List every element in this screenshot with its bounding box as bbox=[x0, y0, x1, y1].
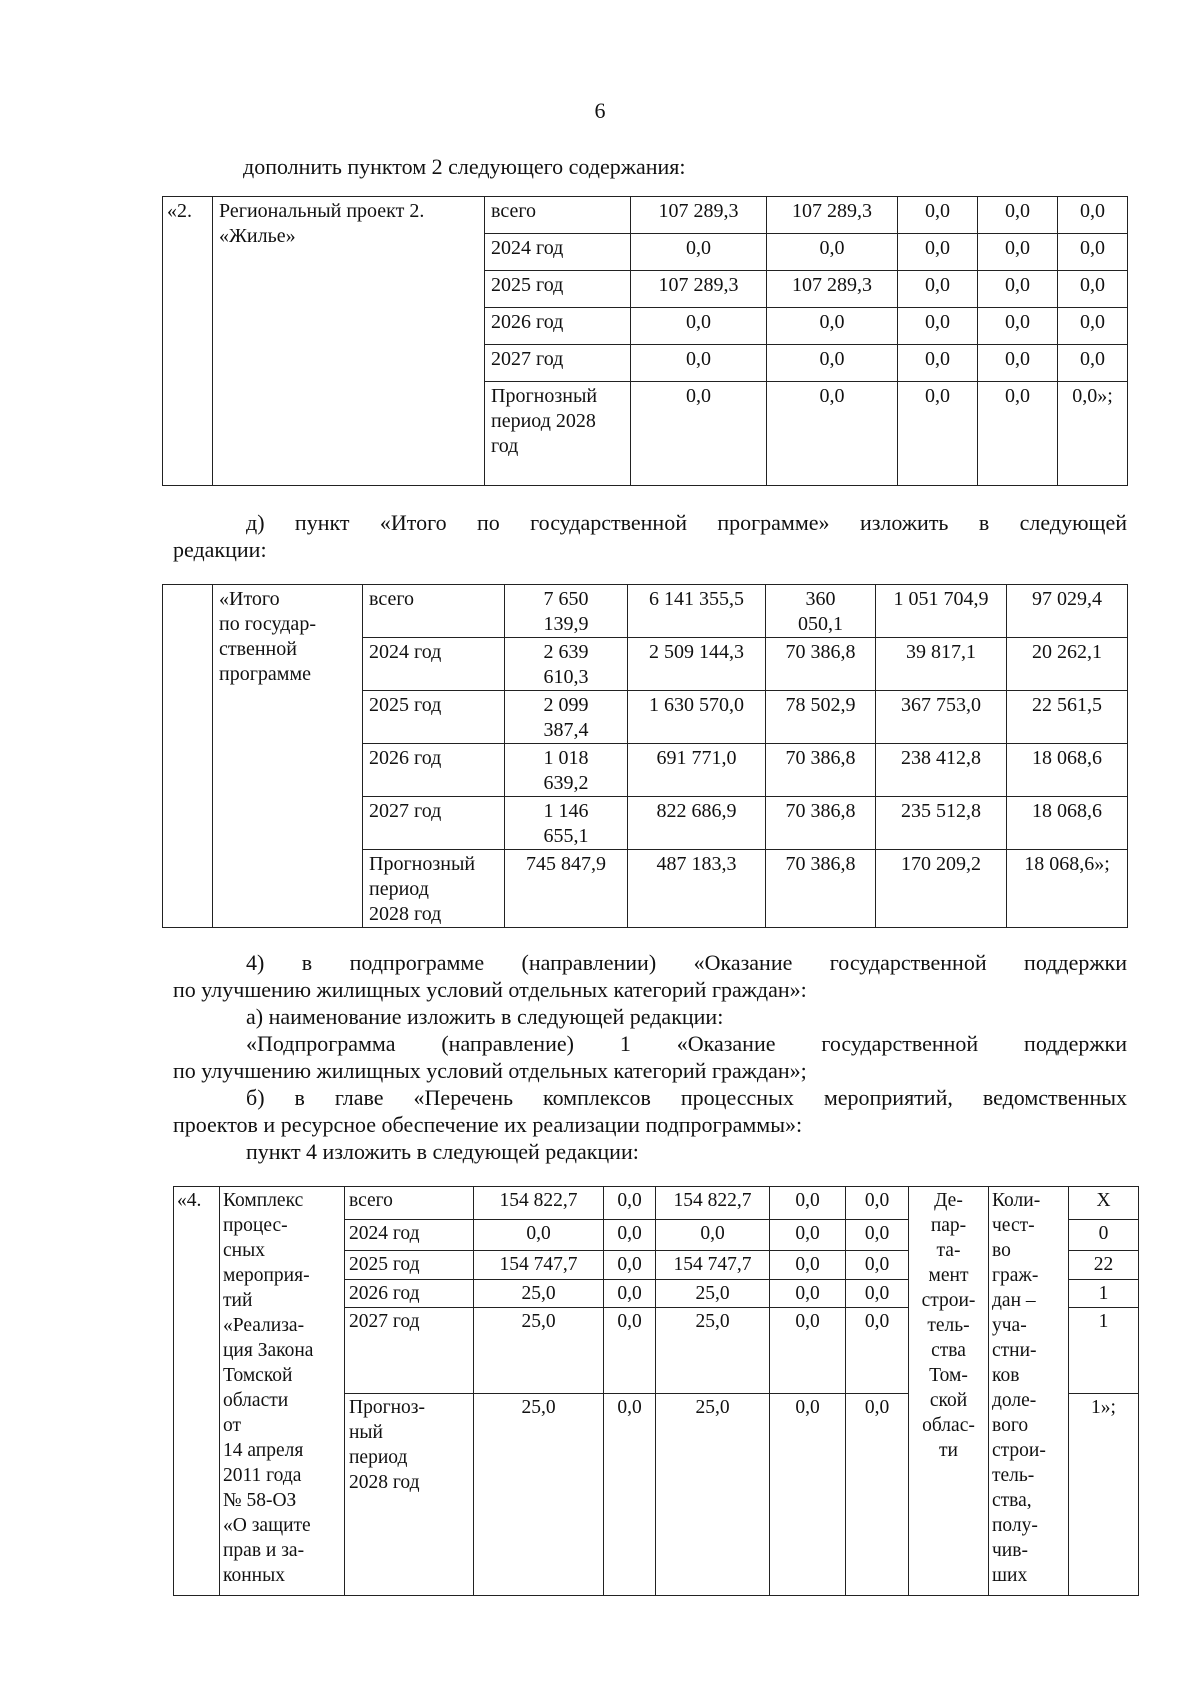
value-cell: 70 386,8 bbox=[766, 744, 876, 797]
page-number: 6 bbox=[594, 98, 606, 123]
value-cell: 0,0 bbox=[770, 1220, 846, 1251]
value-cell: 0,0 bbox=[898, 234, 978, 271]
period-label: 2026 год bbox=[363, 744, 505, 797]
paragraph-item-4: пункт 4 изложить в следующей редакции: bbox=[246, 1139, 639, 1164]
project-name: Региональный проект 2. «Жилье» bbox=[213, 197, 485, 486]
value-cell: 0,0 bbox=[631, 234, 767, 271]
period-label: всего bbox=[345, 1187, 474, 1220]
value-cell: 0,0 bbox=[631, 308, 767, 345]
value-cell: 154 747,7 bbox=[656, 1251, 770, 1280]
value-cell: 0,0 bbox=[604, 1251, 656, 1280]
indicator-value: 1 bbox=[1069, 1280, 1139, 1308]
value-cell: 2 099 387,4 bbox=[505, 691, 628, 744]
value-cell: 691 771,0 bbox=[628, 744, 766, 797]
value-cell: 0,0 bbox=[1058, 197, 1128, 234]
value-cell: 0,0 bbox=[978, 308, 1058, 345]
total-program-table bbox=[162, 584, 1128, 928]
value-cell: 822 686,9 bbox=[628, 797, 766, 850]
period-label: всего bbox=[485, 197, 631, 234]
value-cell: 0,0 bbox=[604, 1220, 656, 1251]
value-cell: 170 209,2 bbox=[876, 850, 1007, 928]
value-cell: 0,0 bbox=[767, 382, 898, 486]
value-cell: 487 183,3 bbox=[628, 850, 766, 928]
value-cell: 0,0 bbox=[898, 382, 978, 486]
value-cell: 0,0 bbox=[1058, 345, 1128, 382]
value-cell: 0,0 bbox=[631, 345, 767, 382]
value-cell: 0,0»; bbox=[1058, 382, 1128, 486]
period-label: 2025 год bbox=[485, 271, 631, 308]
value-cell: 0,0 bbox=[898, 345, 978, 382]
period-label: 2027 год bbox=[485, 345, 631, 382]
value-cell: 0,0 bbox=[770, 1251, 846, 1280]
value-cell: 0,0 bbox=[767, 308, 898, 345]
value-cell: 25,0 bbox=[656, 1280, 770, 1308]
value-cell: 6 141 355,5 bbox=[628, 585, 766, 638]
value-cell: 0,0 bbox=[978, 271, 1058, 308]
value-cell: 2 509 144,3 bbox=[628, 638, 766, 691]
value-cell: 18 068,6 bbox=[1007, 797, 1128, 850]
value-cell: 7 650 139,9 bbox=[505, 585, 628, 638]
value-cell: 107 289,3 bbox=[631, 197, 767, 234]
period-label: 2024 год bbox=[345, 1220, 474, 1251]
value-cell: 70 386,8 bbox=[766, 797, 876, 850]
period-label: 2024 год bbox=[485, 234, 631, 271]
paragraph-a: а) наименование изложить в следующей редакции: bbox=[246, 1004, 724, 1029]
value-cell: 18 068,6»; bbox=[1007, 850, 1128, 928]
indicator-value: Х bbox=[1069, 1187, 1139, 1220]
value-cell: 25,0 bbox=[474, 1394, 604, 1596]
value-cell: 0,0 bbox=[898, 197, 978, 234]
value-cell: 238 412,8 bbox=[876, 744, 1007, 797]
value-cell: 0,0 bbox=[846, 1251, 909, 1280]
indicator-value: 1 bbox=[1069, 1308, 1139, 1394]
value-cell: 25,0 bbox=[656, 1394, 770, 1596]
row-number: «2. bbox=[163, 197, 213, 486]
value-cell: 1 146 655,1 bbox=[505, 797, 628, 850]
value-cell: 25,0 bbox=[474, 1280, 604, 1308]
intro-line: дополнить пунктом 2 следующего содержания: bbox=[243, 154, 686, 179]
paragraph-4-line1: 4) в подпрограмме (направлении) «Оказание государственной поддержки bbox=[246, 950, 1127, 975]
paragraph-d-line1: д) пункт «Итого по государственной программе» изложить в следующей bbox=[246, 510, 1127, 535]
value-cell: 0,0 bbox=[604, 1394, 656, 1596]
value-cell: 0,0 bbox=[978, 382, 1058, 486]
value-cell: 0,0 bbox=[767, 234, 898, 271]
period-label: 2025 год bbox=[363, 691, 505, 744]
value-cell: 0,0 bbox=[846, 1280, 909, 1308]
paragraph-4-line4: «Подпрограмма (направление) 1 «Оказание государственной поддержки bbox=[246, 1031, 1127, 1056]
period-label: 2024 год bbox=[363, 638, 505, 691]
value-cell: 235 512,8 bbox=[876, 797, 1007, 850]
value-cell: 367 753,0 bbox=[876, 691, 1007, 744]
period-label: Прогнозный период 2028 год bbox=[485, 382, 631, 486]
value-cell: 0,0 bbox=[846, 1220, 909, 1251]
value-cell: 78 502,9 bbox=[766, 691, 876, 744]
value-cell: 154 822,7 bbox=[474, 1187, 604, 1220]
paragraph-b-line1: б) в главе «Перечень комплексов процессных мероприятий, ведомственных bbox=[246, 1085, 1127, 1110]
period-label: 2027 год bbox=[363, 797, 505, 850]
value-cell: 107 289,3 bbox=[767, 197, 898, 234]
value-cell: 154 747,7 bbox=[474, 1251, 604, 1280]
value-cell: 0,0 bbox=[898, 271, 978, 308]
total-name: «Итого по государ- ственной программе bbox=[213, 585, 363, 928]
indicator-value: 1»; bbox=[1069, 1394, 1139, 1596]
paragraph-4-line2: по улучшению жилищных условий отдельных категорий граждан»: bbox=[173, 977, 807, 1002]
value-cell: 0,0 bbox=[767, 345, 898, 382]
value-cell: 0,0 bbox=[846, 1308, 909, 1394]
value-cell: 1 630 570,0 bbox=[628, 691, 766, 744]
paragraph-d-line2: редакции: bbox=[173, 537, 267, 562]
value-cell: 0,0 bbox=[898, 308, 978, 345]
value-cell: 1 018 639,2 bbox=[505, 744, 628, 797]
paragraph-4-line5: по улучшению жилищных условий отдельных категорий граждан»; bbox=[173, 1058, 807, 1083]
period-label: 2027 год bbox=[345, 1308, 474, 1394]
indicator-cell: Коли- чест- во граж- дан – уча- стни- ков доле- вого строи- тель- ства, полу- чив- ших bbox=[989, 1187, 1069, 1596]
value-cell: 25,0 bbox=[656, 1308, 770, 1394]
value-cell: 0,0 bbox=[604, 1308, 656, 1394]
value-cell: 360 050,1 bbox=[766, 585, 876, 638]
value-cell: 0,0 bbox=[978, 345, 1058, 382]
value-cell: 0,0 bbox=[604, 1280, 656, 1308]
value-cell: 0,0 bbox=[604, 1187, 656, 1220]
value-cell: 0,0 bbox=[1058, 308, 1128, 345]
value-cell: 0,0 bbox=[631, 382, 767, 486]
value-cell: 745 847,9 bbox=[505, 850, 628, 928]
indicator-value: 22 bbox=[1069, 1251, 1139, 1280]
complex-events-table bbox=[173, 1186, 1139, 1596]
value-cell: 1 051 704,9 bbox=[876, 585, 1007, 638]
value-cell: 39 817,1 bbox=[876, 638, 1007, 691]
value-cell: 22 561,5 bbox=[1007, 691, 1128, 744]
complex-name: Комплекс процес- сных мероприя- тий «Реализа- ция Закона Томской области от 14 апреля 2011 года № 58-ОЗ «О защите прав и за- конных bbox=[220, 1187, 345, 1596]
value-cell: 0,0 bbox=[846, 1187, 909, 1220]
row-number: «4. bbox=[174, 1187, 220, 1596]
value-cell: 154 822,7 bbox=[656, 1187, 770, 1220]
value-cell: 0,0 bbox=[978, 234, 1058, 271]
value-cell: 0,0 bbox=[656, 1220, 770, 1251]
value-cell: 0,0 bbox=[770, 1394, 846, 1596]
value-cell: 0,0 bbox=[474, 1220, 604, 1251]
value-cell: 107 289,3 bbox=[631, 271, 767, 308]
value-cell: 0,0 bbox=[770, 1187, 846, 1220]
value-cell: 0,0 bbox=[770, 1308, 846, 1394]
period-label: 2026 год bbox=[485, 308, 631, 345]
value-cell: 25,0 bbox=[474, 1308, 604, 1394]
value-cell: 18 068,6 bbox=[1007, 744, 1128, 797]
value-cell: 2 639 610,3 bbox=[505, 638, 628, 691]
empty-number-cell bbox=[163, 585, 213, 928]
regional-project-table bbox=[162, 196, 1128, 486]
value-cell: 70 386,8 bbox=[766, 638, 876, 691]
value-cell: 20 262,1 bbox=[1007, 638, 1128, 691]
value-cell: 0,0 bbox=[770, 1280, 846, 1308]
value-cell: 0,0 bbox=[978, 197, 1058, 234]
period-label: 2025 год bbox=[345, 1251, 474, 1280]
value-cell: 0,0 bbox=[1058, 234, 1128, 271]
value-cell: 97 029,4 bbox=[1007, 585, 1128, 638]
value-cell: 0,0 bbox=[846, 1394, 909, 1596]
indicator-value: 0 bbox=[1069, 1220, 1139, 1251]
value-cell: 0,0 bbox=[1058, 271, 1128, 308]
period-label: Прогноз- ный период 2028 год bbox=[345, 1394, 474, 1596]
value-cell: 70 386,8 bbox=[766, 850, 876, 928]
period-label: всего bbox=[363, 585, 505, 638]
executor-cell: Де- пар- та- мент строи- тель- ства Том- ской облас- ти bbox=[909, 1187, 989, 1596]
period-label: Прогнозный период 2028 год bbox=[363, 850, 505, 928]
paragraph-b-line2: проектов и ресурсное обеспечение их реализации подпрограммы»: bbox=[173, 1112, 803, 1137]
period-label: 2026 год bbox=[345, 1280, 474, 1308]
value-cell: 107 289,3 bbox=[767, 271, 898, 308]
